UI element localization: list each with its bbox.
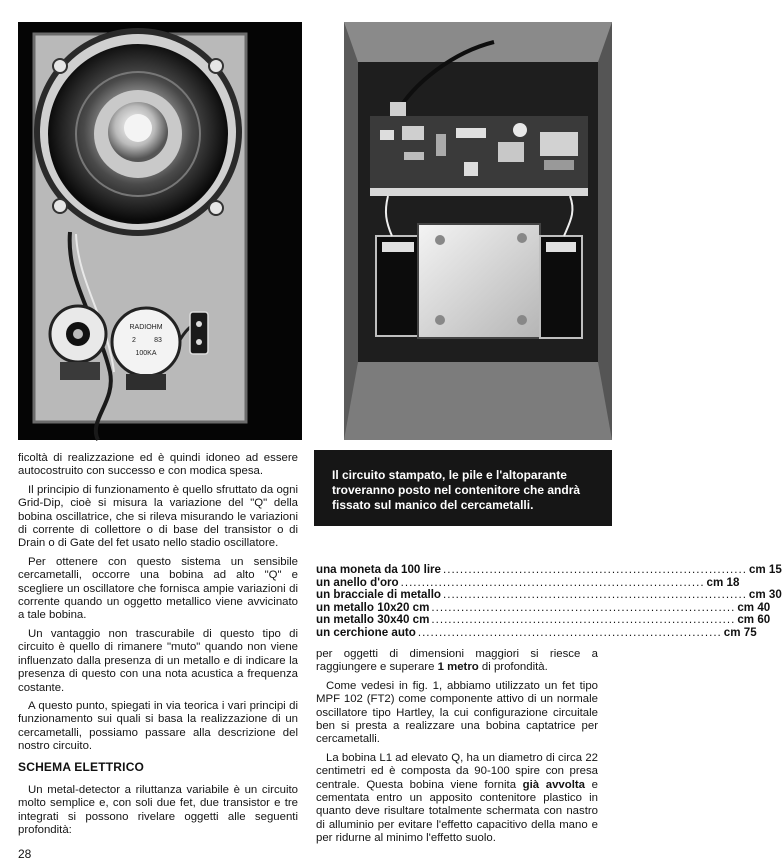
row-depth: cm 18 xyxy=(706,575,740,589)
text-run: e cementata entro un apposito contenitore plastico in quanto deve risultare totalmente schermata con nastro di alluminio per evitare l'effetto capacitivo della mano e per ridurne al minimo l'effetto suolo. xyxy=(316,778,598,845)
paragraph: Per ottenere con questo sistema un sensibile cercametalli, occorre una bobina ad alto "Q" e scegliere un oscillatore che fornisca ampie variazioni di corrente quando un oggetto metallico viene avvicinato a tale bobina. xyxy=(18,555,298,622)
leader-dots: ........................................................................ xyxy=(417,625,722,639)
emphasis-text: già avvolta xyxy=(522,778,586,791)
table-row xyxy=(316,588,782,602)
paragraph: ficoltà di realizzazione ed è quindi idoneo ad essere autocostruito con successo e con modica spesa. xyxy=(18,452,298,478)
table-row xyxy=(316,563,782,577)
leader-dots: ........................................................................ xyxy=(400,575,705,589)
text-run: La bobina L1 ad elevato Q, ha un diametro di circa 22 centimetri ed è composta da 90-100 spire con presa centrale. Questa bobina viene fornita xyxy=(316,751,598,791)
text-run: di profondità. xyxy=(478,661,548,674)
row-depth: cm 75 xyxy=(723,625,757,639)
paragraph: A questo punto, spiegati in via teorica i vari principi di funzionamento sui quali si basa la realizzazione di un cercametalli, possiamo passare alla descrizione del nostro circuito. xyxy=(18,699,298,753)
section-heading: SCHEMA ELETTRICO xyxy=(18,760,145,774)
row-item: una moneta da 100 lire xyxy=(316,563,442,576)
pot-label-text: RADIOHM xyxy=(129,324,163,331)
row-depth: cm 15 xyxy=(748,563,782,576)
depth-table xyxy=(316,563,782,640)
pot-value-text: 100KA xyxy=(135,350,157,357)
left-column xyxy=(18,452,298,759)
row-item: un metallo 10x20 cm xyxy=(316,600,430,614)
row-item: un metallo 30x40 cm xyxy=(316,613,430,627)
paragraph xyxy=(316,752,598,846)
leader-dots: ........................................................................ xyxy=(443,563,747,576)
paragraph: Un vantaggio non trascurabile di questo tipo di circuito è quello di rimanere "muto" quando non viene influenzato dalla presenza di un metallo e di indicare la presenza di questo con una nota acustica a frequenza costante. xyxy=(18,627,298,694)
pot-year-text: 83 xyxy=(154,337,162,344)
row-item: un anello d'oro xyxy=(316,575,399,589)
leader-dots: ........................................................................ xyxy=(443,588,747,602)
paragraph xyxy=(316,648,598,675)
row-item: un bracciale di metallo xyxy=(316,588,441,602)
leader-dots: ........................................................................ xyxy=(431,600,736,614)
emphasis-text: 1 metro xyxy=(437,661,479,674)
left-column-bottom xyxy=(18,784,298,843)
page-number: 28 xyxy=(18,847,32,861)
text-run: per oggetti di dimensioni maggiori si riesce a raggiungere e superare xyxy=(316,648,598,674)
photo-speaker-and-potentiometers xyxy=(18,22,302,440)
row-depth: cm 30 xyxy=(748,588,782,602)
photo-circuit-board-batteries-box xyxy=(344,22,612,440)
row-item: un cerchione auto xyxy=(316,625,416,639)
row-depth: cm 40 xyxy=(737,600,771,614)
leader-dots: ........................................................................ xyxy=(431,613,736,627)
photo-caption xyxy=(314,450,612,526)
caption-text: Il circuito stampato, le pile e l'altoparante troveranno posto nel contenitore che andrà fissato sul manico del cercametalli. xyxy=(332,468,581,512)
row-depth: cm 60 xyxy=(737,613,771,627)
pot-number-text: 2 xyxy=(132,337,136,344)
paragraph: Il principio di funzionamento è quello sfruttato da ogni Grid-Dip, cioè si misura la variazione del "Q" della bobina oscillatrice, che si rileva misurando le variazioni di corrente di collettore o di base del transistor o di Drain o di Gate del fet usato nello stadio oscillatore. xyxy=(18,483,298,550)
paragraph: Un metal-detector a riluttanza variabile è un circuito molto semplice e, con soli due fet, due transistor e tre integrati si possono rivelare oggetti alle seguenti profondità: xyxy=(18,784,298,837)
table-row xyxy=(316,625,757,640)
paragraph: Come vedesi in fig. 1, abbiamo utilizzato un fet tipo MPF 102 (FT2) come componente attivo di un normale oscillatore tipo Hartley, la cui configurazione circuitale ben si presta a realizzare una bobina captatrice per cercametalli. xyxy=(316,679,598,746)
right-column xyxy=(316,648,598,851)
